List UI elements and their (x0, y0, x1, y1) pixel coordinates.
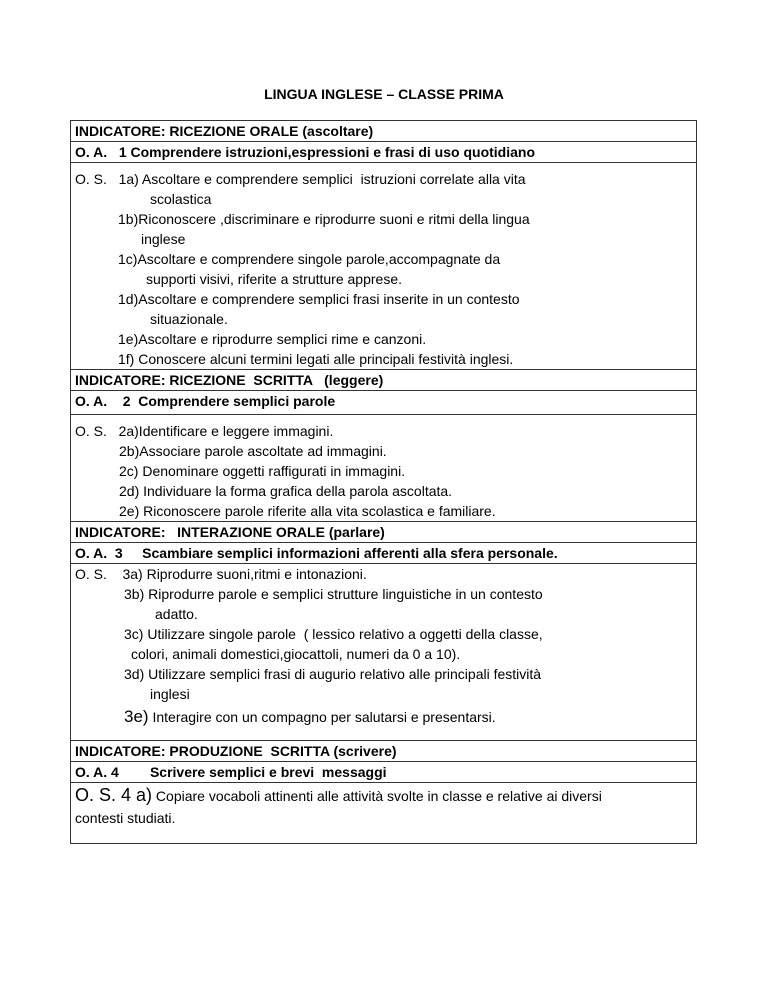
os-line: 3b) Riprodurre parole e semplici strutture linguistiche in un contesto (124, 586, 543, 602)
curriculum-table (70, 120, 697, 844)
indicatore-ricezione-scritta: INDICATORE: RICEZIONE SCRITTA (leggere) (71, 370, 696, 391)
os-line: 1f) Conoscere alcuni termini legati alle principali festività inglesi. (118, 351, 514, 367)
os-block-4 (71, 783, 696, 843)
indicatore-produzione-scritta: INDICATORE: PRODUZIONE SCRITTA (scrivere) (71, 741, 696, 762)
os-3e-prefix: 3e) (124, 707, 149, 726)
os-line: 1d)Ascoltare e comprendere semplici frasi inserite in un contesto (118, 291, 520, 307)
os-line: situazionale. (150, 311, 228, 327)
os-line: 2e) Riconoscere parole riferite alla vita scolastica e familiare. (119, 503, 496, 519)
os-line: contesti studiati. (75, 810, 176, 826)
os-line: O. S. 2a)Identificare e leggere immagini. (75, 423, 334, 439)
os-line: 3c) Utilizzare singole parole ( lessico relativo a oggetti della classe, (124, 626, 543, 642)
os-line: supporti visivi, riferite a strutture apprese. (146, 271, 402, 287)
os-line: colori, animali domestici,giocattoli, numeri da 0 a 10). (131, 646, 461, 662)
os-4a-prefix: O. S. 4 a) (75, 785, 153, 805)
oa-3: O. A. 3 Scambiare semplici informazioni afferenti alla sfera personale. (71, 543, 696, 564)
os-line: 1e)Ascoltare e riprodurre semplici rime e canzoni. (118, 331, 427, 347)
os-block-1 (71, 163, 696, 370)
os-line: 1b)Riconoscere ,discriminare e riprodurre suoni e ritmi della lingua (118, 211, 530, 227)
os-line: inglese (141, 231, 186, 247)
os-line: 3d) Utilizzare semplici frasi di augurio relativo alle principali festività (124, 666, 542, 682)
os-block-2 (71, 415, 696, 522)
os-4a-text: Copiare vocaboli attinenti alle attività svolte in classe e relative ai diversi (152, 788, 602, 804)
os-line: O. S. 1a) Ascoltare e comprendere semplici istruzioni correlate alla vita (75, 171, 526, 187)
oa-4: O. A. 4 Scrivere semplici e brevi messaggi (71, 762, 696, 783)
indicatore-ricezione-orale: INDICATORE: RICEZIONE ORALE (ascoltare) (71, 121, 696, 142)
os-line: 2d) Individuare la forma grafica della parola ascoltata. (119, 483, 453, 499)
os-line: scolastica (150, 191, 212, 207)
os-block-3 (71, 564, 696, 741)
os-line: 2b)Associare parole ascoltate ad immagini. (119, 443, 387, 459)
os-line: O. S. 3a) Riprodurre suoni,ritmi e intonazioni. (75, 566, 367, 582)
os-line: 1c)Ascoltare e comprendere singole parole,accompagnate da (118, 251, 501, 267)
os-line: inglesi (150, 686, 190, 702)
os-3e-text: Interagire con un compagno per salutarsi e presentarsi. (148, 709, 496, 725)
os-line: 2c) Denominare oggetti raffigurati in immagini. (119, 463, 406, 479)
indicatore-interazione-orale: INDICATORE: INTERAZIONE ORALE (parlare) (71, 522, 696, 543)
oa-1: O. A. 1 Comprendere istruzioni,espressioni e frasi di uso quotidiano (71, 142, 696, 163)
os-line: adatto. (155, 606, 198, 622)
os-line-3e (75, 704, 692, 730)
os-line-4a (75, 783, 692, 808)
page-title: LINGUA INGLESE – CLASSE PRIMA (264, 86, 504, 102)
oa-2: O. A. 2 Comprendere semplici parole (71, 391, 696, 415)
